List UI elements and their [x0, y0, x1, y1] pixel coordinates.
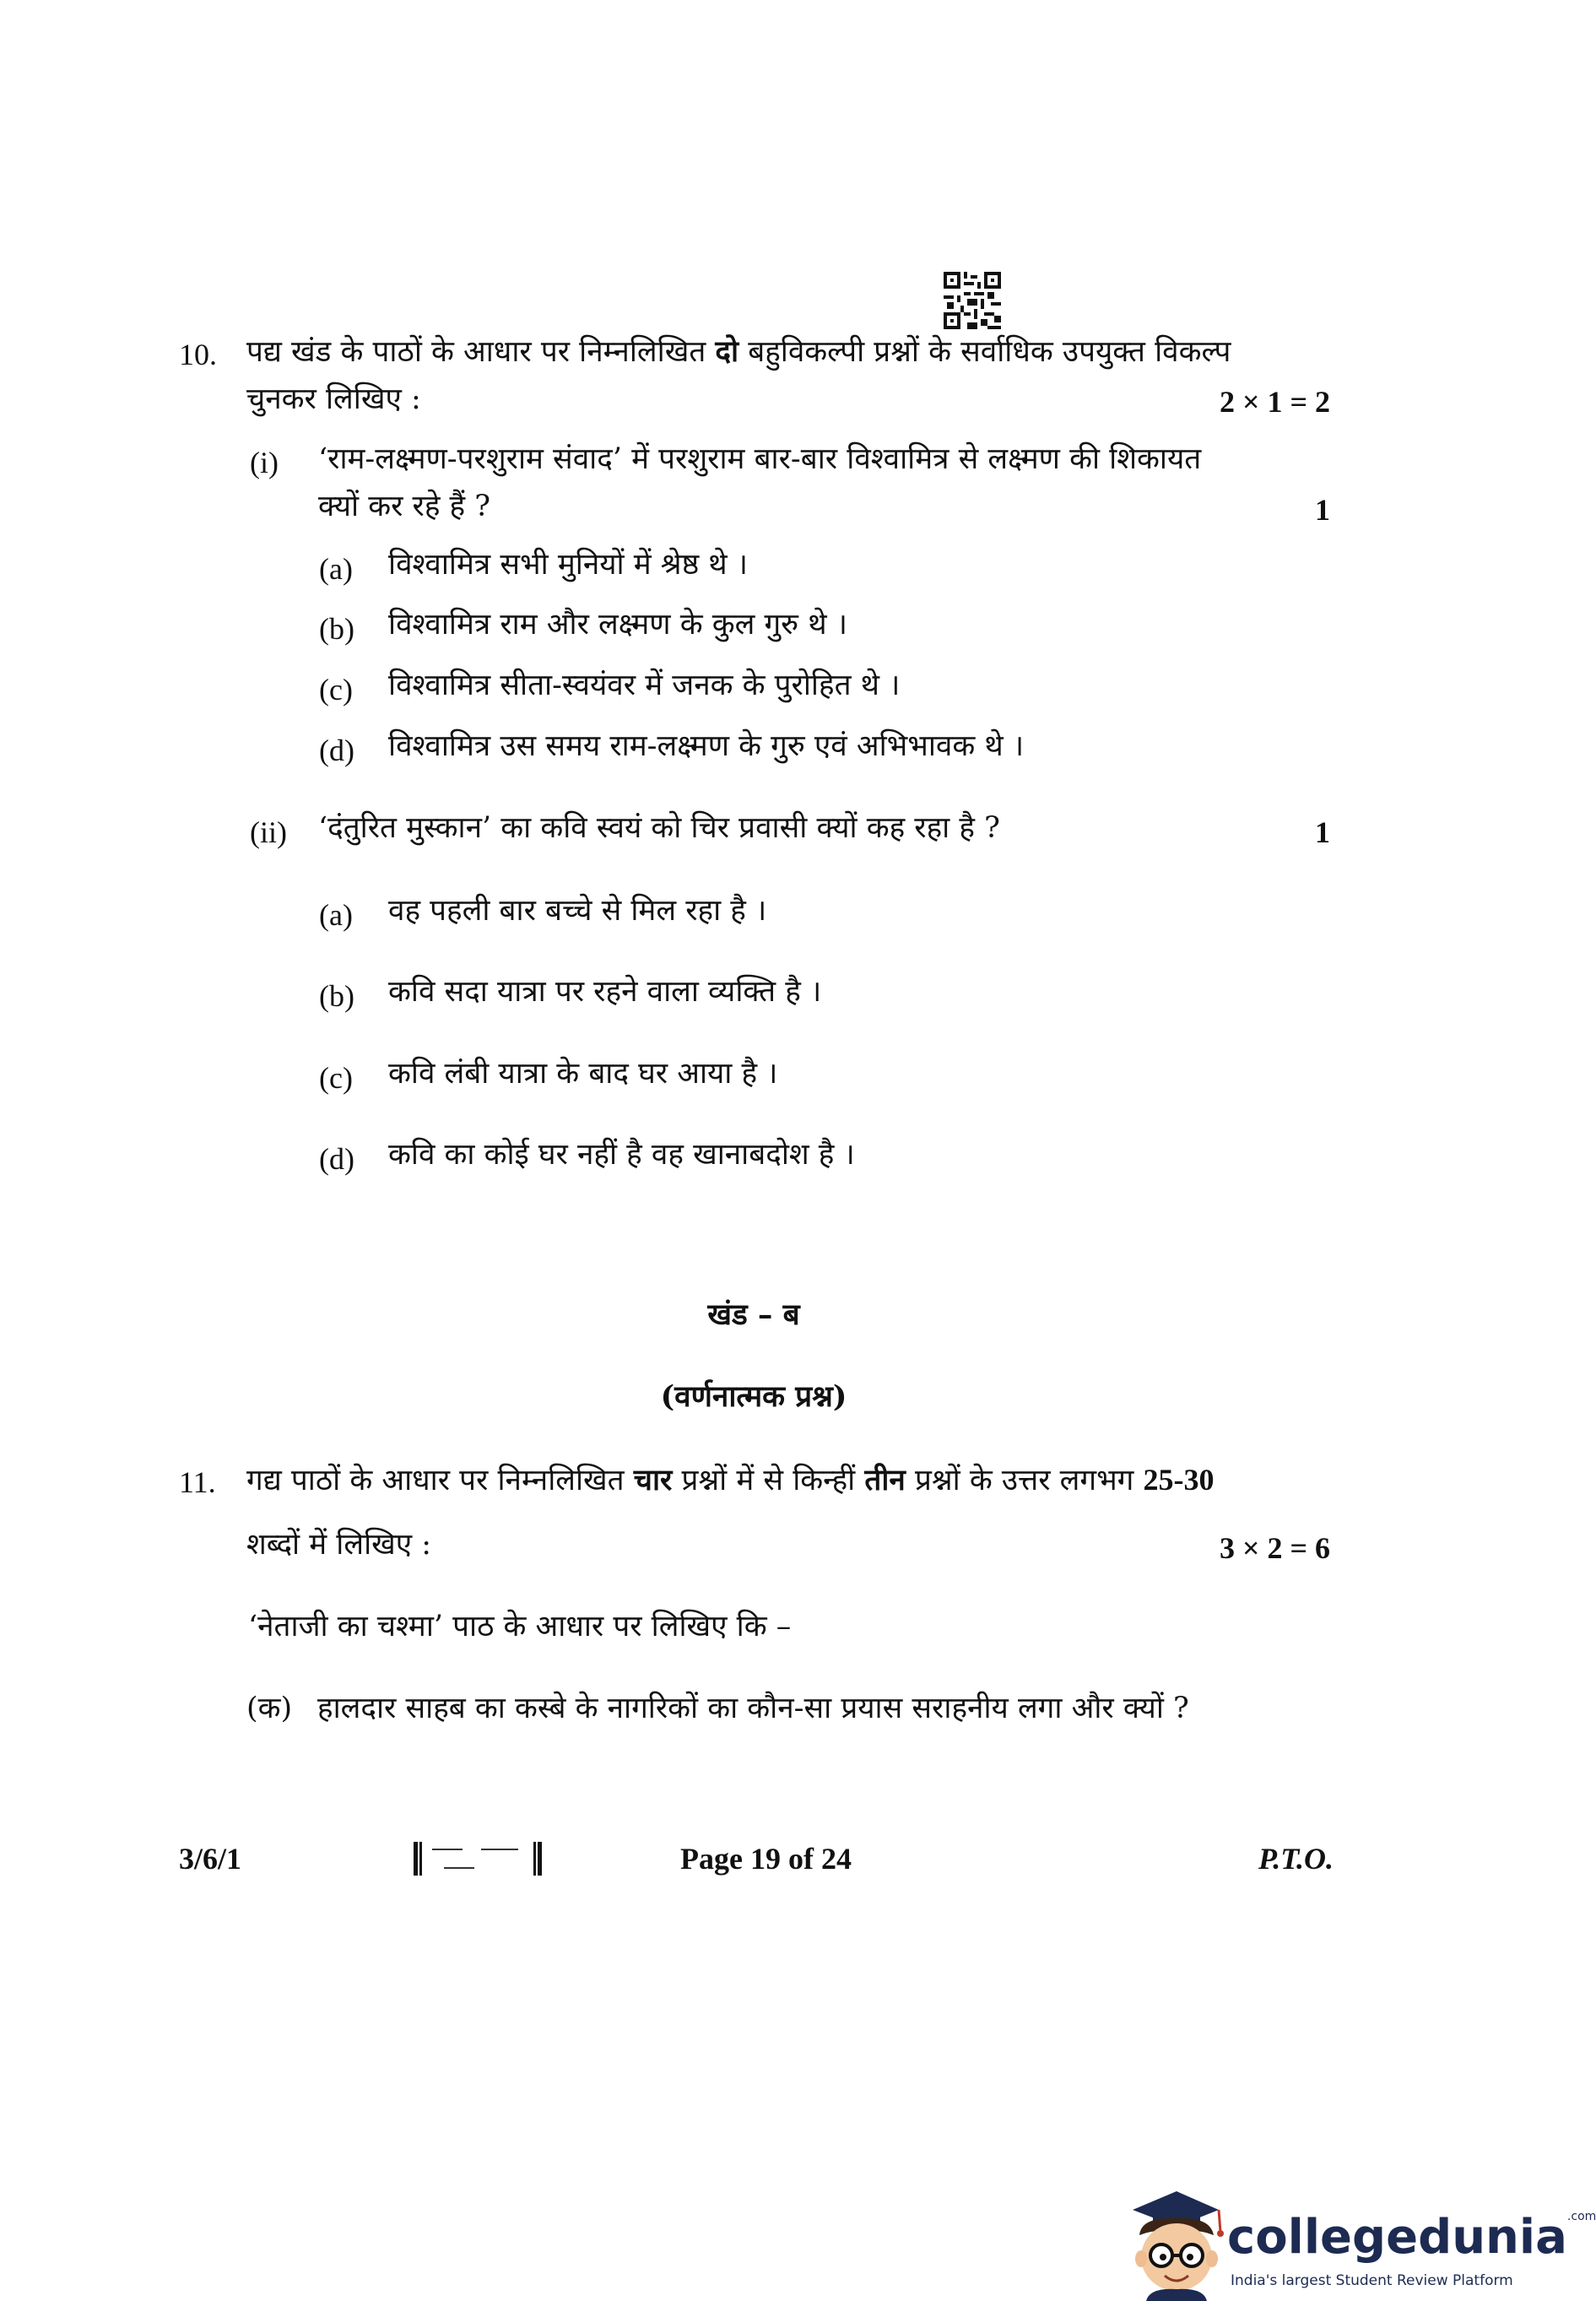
q10-text-part: पद्य खंड के पाठों के आधार पर निम्नलिखित [246, 335, 716, 369]
part-ii-label: (ii) [250, 815, 287, 849]
q11-text-bold: चार [633, 1463, 673, 1497]
option-label: (a) [319, 898, 353, 932]
part-i-marks: 1 [1315, 493, 1330, 527]
option-label: (b) [319, 979, 354, 1013]
part-ii-marks: 1 [1315, 815, 1330, 849]
page-number: Page 19 of 24 [680, 1842, 852, 1876]
q10-text-part: बहुविकल्पी प्रश्नों के सर्वाधिक उपयुक्त विकल्प [738, 335, 1231, 369]
collegedunia-logo [1116, 2185, 1596, 2301]
option-label: (a) [319, 552, 353, 586]
sub-question-label: (क) [246, 1692, 293, 1725]
sub-question-text: हालदार साहब का कस्बे के नागरिकों का कौन-सा प्रयास सराहनीय लगा और क्यों ? [317, 1692, 1189, 1725]
part-i-text-line1: ‘राम-लक्ष्मण-परशुराम संवाद’ में परशुराम बार-बार विश्वामित्र से लक्ष्मण की शिकायत [318, 442, 1202, 476]
option-text: वह पहली बार बच्चे से मिल रहा है । [388, 894, 767, 928]
brand-suffix: .com [1566, 2210, 1596, 2223]
question-11-context: ‘नेताजी का चश्मा’ पाठ के आधार पर लिखिए कि – [248, 1610, 792, 1643]
section-subtitle: (वर्णनात्मक प्रश्न) [660, 1379, 847, 1414]
brand-tagline: India's largest Student Review Platform [1231, 2272, 1513, 2289]
question-11-number: 11. [179, 1465, 216, 1499]
qr-code-icon [944, 272, 1001, 329]
question-11-text-line1 [246, 1465, 1215, 1496]
option-text: विश्वामित्र सीता-स्वयंवर में जनक के पुरोहित थे । [388, 669, 901, 702]
q11-text-part: गद्य पाठों के आधार पर निम्नलिखित [246, 1464, 634, 1497]
question-11-text-line2: शब्दों में लिखिए : [246, 1528, 432, 1562]
option-text: कवि लंबी यात्रा के बाद घर आया है । [388, 1057, 778, 1091]
part-i-text-line2: क्यों कर रहे हैं ? [318, 490, 491, 523]
brand-text: collegedunia [1227, 2210, 1567, 2265]
option-text: कवि सदा यात्रा पर रहने वाला व्यक्ति है । [388, 975, 822, 1009]
part-ii-text: ‘दंतुरित मुस्कान’ का कवि स्वयं को चिर प्रवासी क्यों कह रहा है ? [318, 811, 1000, 845]
question-10-text-line1 [246, 334, 1231, 369]
q11-text-part: प्रश्नों में से किन्हीं [672, 1464, 865, 1497]
q10-text-bold: दो [715, 334, 739, 369]
option-text: विश्वामित्र उस समय राम-लक्ष्मण के गुरु एवं अभिभावक थे । [388, 729, 1025, 763]
option-text: विश्वामित्र सभी मुनियों में श्रेष्ठ थे । [388, 548, 749, 582]
question-10-text-line2: चुनकर लिखिए : [246, 382, 421, 416]
question-10-marks: 2 × 1 = 2 [1219, 385, 1330, 419]
pto-label: P.T.O. [1258, 1842, 1334, 1876]
q11-text-bold: तीन [864, 1463, 906, 1497]
option-label: (b) [319, 612, 354, 646]
option-label: (c) [319, 673, 353, 707]
brand-name [1227, 2210, 1596, 2265]
option-text: कवि का कोई घर नहीं है वह खानाबदोश है । [388, 1138, 855, 1172]
barcode-mark-icon [414, 1838, 542, 1879]
student-mascot-icon [1116, 2185, 1234, 2301]
option-text: विश्वामित्र राम और लक्ष्मण के कुल गुरु थे । [388, 608, 847, 642]
option-label: (c) [319, 1061, 353, 1095]
q11-text-part: प्रश्नों के उत्तर लगभग [905, 1464, 1144, 1497]
paper-code: 3/6/1 [179, 1842, 242, 1876]
part-i-label: (i) [250, 446, 279, 479]
question-11-marks: 3 × 2 = 6 [1219, 1531, 1330, 1565]
question-10-number: 10. [179, 338, 217, 371]
option-label: (d) [319, 734, 354, 767]
q11-word-range: 25-30 [1143, 1463, 1215, 1497]
option-label: (d) [319, 1142, 354, 1176]
section-title: खंड – ब [707, 1297, 800, 1332]
